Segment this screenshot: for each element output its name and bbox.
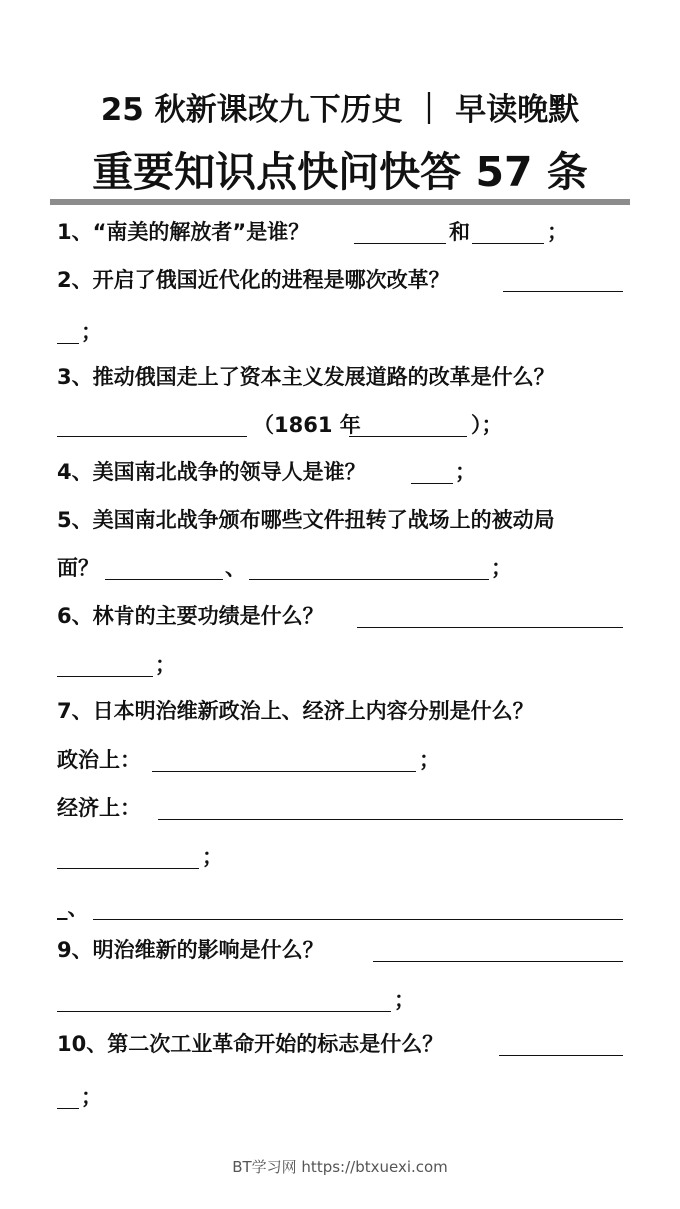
question-8-blank[interactable] — [93, 919, 623, 920]
title-divider — [50, 199, 630, 205]
question-8-fragment — [57, 893, 637, 923]
question-2-text: 2、开启了俄国近代化的进程是哪次改革？ — [57, 268, 450, 292]
question-3-blank-2[interactable] — [349, 436, 467, 437]
question-3-paren-close: ）； — [471, 413, 503, 437]
footer-watermark: BT学习网 https://btxuexi.com — [232, 1158, 448, 1176]
question-2-end: ； — [81, 320, 102, 344]
question-5-end: ； — [491, 556, 512, 580]
question-6-blank[interactable] — [357, 627, 623, 628]
question-10-cont — [57, 1082, 637, 1112]
question-2-cont — [57, 317, 637, 347]
question-1-blank-1[interactable] — [354, 243, 446, 244]
question-1-text: 1、“南美的解放者”是谁？ — [57, 220, 310, 244]
question-7 — [57, 696, 637, 726]
question-5-blank-1[interactable] — [105, 579, 223, 580]
question-7-economy-end: ； — [202, 845, 223, 869]
question-8-prefix: _、 — [57, 896, 89, 920]
question-7-economy — [57, 793, 637, 823]
question-6-end: ； — [155, 653, 176, 677]
question-4-text: 4、美国南北战争的领导人是谁？ — [57, 460, 366, 484]
question-9-cont — [57, 985, 637, 1015]
question-7-economy-label: 经济上： — [57, 796, 141, 820]
page-title: 重要知识点快问快答 57 条 — [92, 148, 588, 196]
question-4 — [57, 457, 637, 487]
question-5-text: 5、美国南北战争颁布哪些文件扭转了战场上的被动局 — [57, 508, 555, 532]
question-5-separator: 、 — [225, 556, 246, 580]
question-4-blank[interactable] — [411, 483, 453, 484]
question-3-cont — [57, 410, 637, 440]
question-3-text: 3、推动俄国走上了资本主义发展道路的改革是什么？ — [57, 365, 555, 389]
question-7-politics-end: ； — [419, 748, 440, 772]
question-9-end: ； — [394, 988, 415, 1012]
question-7-text: 7、日本明治维新政治上、经济上内容分别是什么？ — [57, 699, 534, 723]
question-4-end: ； — [455, 460, 476, 484]
question-6-text: 6、林肯的主要功绩是什么？ — [57, 604, 324, 628]
page-subtitle: 25 秋新课改九下历史 ｜ 早读晚默 — [100, 92, 580, 128]
question-1-end: ； — [547, 220, 568, 244]
question-7-politics-label: 政治上： — [57, 748, 141, 772]
question-2 — [57, 265, 637, 295]
question-1-blank-2[interactable] — [472, 243, 544, 244]
question-3 — [57, 362, 637, 392]
question-5-cont — [57, 553, 637, 583]
question-7-politics — [57, 745, 637, 775]
question-10 — [57, 1029, 637, 1059]
question-1 — [57, 217, 637, 247]
question-3-blank-1[interactable] — [57, 436, 247, 437]
question-6 — [57, 601, 637, 631]
question-9-text: 9、明治维新的影响是什么？ — [57, 938, 324, 962]
question-9-blank[interactable] — [373, 961, 623, 962]
question-5-text-2: 面？ — [57, 556, 99, 580]
question-10-text: 10、第二次工业革命开始的标志是什么？ — [57, 1032, 444, 1056]
question-9 — [57, 935, 637, 965]
question-1-connector: 和 — [449, 220, 470, 244]
question-3-paren-open: （1861 年 — [253, 413, 361, 437]
question-6-cont — [57, 650, 637, 680]
question-7-politics-blank[interactable] — [152, 771, 416, 772]
question-2-blank[interactable] — [503, 291, 623, 292]
question-10-blank[interactable] — [499, 1055, 623, 1056]
question-5-blank-2[interactable] — [249, 579, 489, 580]
question-7-economy-cont — [57, 842, 637, 872]
question-9-blank-cont[interactable] — [57, 1011, 391, 1012]
question-7-economy-blank-cont[interactable] — [57, 868, 199, 869]
question-6-blank-cont[interactable] — [57, 676, 153, 677]
question-10-end: ； — [81, 1085, 102, 1109]
question-2-blank-cont[interactable] — [57, 343, 79, 344]
question-7-economy-blank[interactable] — [158, 819, 623, 820]
question-10-blank-cont[interactable] — [57, 1108, 79, 1109]
question-5 — [57, 505, 637, 535]
